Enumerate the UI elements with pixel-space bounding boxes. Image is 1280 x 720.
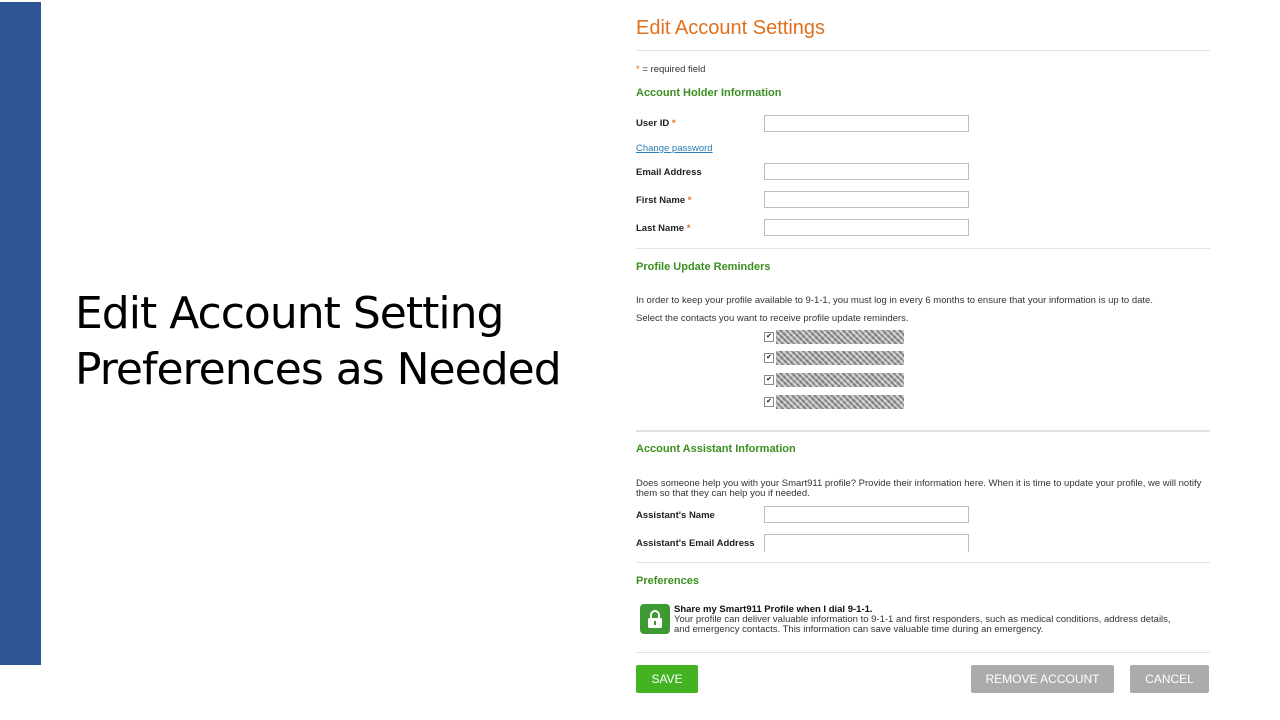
change-password-link[interactable]: Change password bbox=[636, 143, 713, 154]
first-name-input[interactable] bbox=[764, 191, 969, 208]
required-note-text: = required field bbox=[639, 64, 706, 75]
assistant-info: Does someone help you with your Smart911 profile? Provide their information here. When it is time to update your profile, we will notify them so that they can help you if needed. bbox=[636, 478, 1202, 499]
slide-title-line-2: Preferences as Needed bbox=[75, 344, 561, 395]
reminder-checkbox[interactable]: ✔ bbox=[764, 353, 774, 363]
reminders-select-text: Select the contacts you want to receive profile update reminders. bbox=[636, 313, 909, 324]
slide-title bbox=[75, 286, 595, 398]
edit-account-panel bbox=[636, 0, 1210, 720]
reminders-title: Profile Update Reminders bbox=[636, 261, 771, 273]
redacted-contact bbox=[776, 351, 904, 365]
page-title: Edit Account Settings bbox=[636, 17, 826, 39]
redacted-contact bbox=[776, 330, 904, 344]
slide-title-line-1: Edit Account Setting bbox=[75, 288, 504, 339]
last-name-label-text: Last Name bbox=[636, 223, 685, 234]
user-id-label-text: User ID bbox=[636, 118, 670, 129]
required-star: * bbox=[636, 64, 640, 75]
preferences-title: Preferences bbox=[636, 575, 699, 587]
share-profile-description: Your profile can deliver valuable information to 9-1-1 and first responders, such as medical conditions, address details, and emergency contacts. This information can save valuable time during an emergency. bbox=[674, 614, 1171, 635]
user-id-label bbox=[636, 118, 676, 129]
required-star: * bbox=[686, 223, 691, 234]
assistant-email-label: Assistant's Email Address bbox=[636, 538, 755, 549]
last-name-input[interactable] bbox=[764, 219, 969, 236]
reminder-contact-row bbox=[764, 395, 904, 409]
account-holder-title: Account Holder Information bbox=[636, 87, 782, 99]
assistant-email-input[interactable] bbox=[764, 534, 969, 552]
required-star: * bbox=[687, 195, 692, 206]
redacted-contact bbox=[776, 395, 904, 409]
email-input[interactable] bbox=[764, 163, 969, 180]
divider bbox=[636, 562, 1210, 563]
divider bbox=[636, 248, 1210, 249]
assistant-title: Account Assistant Information bbox=[636, 443, 796, 455]
share-profile-heading: Share my Smart911 Profile when I dial 9-1-1. bbox=[674, 604, 873, 615]
reminder-checkbox[interactable]: ✔ bbox=[764, 332, 774, 342]
required-star: * bbox=[671, 118, 676, 129]
reminder-checkbox[interactable]: ✔ bbox=[764, 397, 774, 407]
slide-accent-bar bbox=[0, 2, 41, 665]
lock-icon-glyph bbox=[647, 610, 663, 628]
first-name-label-text: First Name bbox=[636, 195, 686, 206]
lock-icon[interactable] bbox=[640, 604, 670, 634]
assistant-name-input[interactable] bbox=[764, 506, 969, 523]
divider bbox=[636, 50, 1210, 51]
user-id-input[interactable] bbox=[764, 115, 969, 132]
divider bbox=[636, 430, 1210, 432]
assistant-name-label: Assistant's Name bbox=[636, 510, 715, 521]
cancel-button[interactable]: CANCEL bbox=[1130, 665, 1209, 693]
first-name-label bbox=[636, 195, 691, 206]
required-note bbox=[636, 64, 705, 75]
divider bbox=[636, 652, 1210, 653]
reminder-contact-row bbox=[764, 330, 904, 344]
email-label: Email Address bbox=[636, 167, 702, 178]
last-name-label bbox=[636, 223, 690, 234]
reminder-contact-row bbox=[764, 351, 904, 365]
remove-account-button[interactable]: REMOVE ACCOUNT bbox=[971, 665, 1114, 693]
reminder-contact-row bbox=[764, 373, 904, 387]
save-button[interactable]: SAVE bbox=[636, 665, 698, 693]
reminders-info: In order to keep your profile available to 9-1-1, you must log in every 6 months to ensure that your information is up to date. bbox=[636, 295, 1153, 306]
redacted-contact bbox=[776, 373, 904, 387]
reminder-checkbox[interactable]: ✔ bbox=[764, 375, 774, 385]
